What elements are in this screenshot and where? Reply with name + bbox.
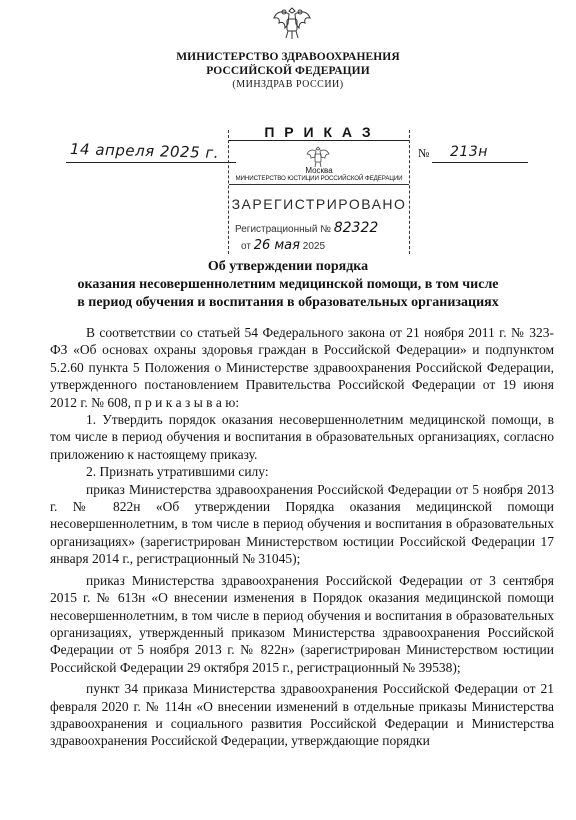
ministry-header xyxy=(0,50,576,92)
number-sign: № xyxy=(418,146,430,160)
number-underline xyxy=(432,162,528,163)
stamp-date: 26 мая xyxy=(253,238,300,253)
coat-of-arms-icon xyxy=(270,2,314,46)
title-line2: оказания несовершеннолетним медицинской помощи, в том числе xyxy=(77,277,499,292)
stamp-date-prefix: от xyxy=(241,241,251,252)
stamp-reg-number: 82322 xyxy=(333,220,379,236)
stamp-reg-label: Регистрационный № xyxy=(235,224,331,235)
document-body xyxy=(50,324,554,750)
stamp-ministry: МИНИСТЕРСТВО ЮСТИЦИИ РОССИЙСКОЙ ФЕДЕРАЦИИ xyxy=(229,175,409,185)
document-title xyxy=(0,258,576,312)
registration-stamp xyxy=(228,124,410,254)
body-paragraph: приказ Министерства здравоохранения Российской Федерации от 5 ноября 2013 г. № 822н «Об утверждении Порядка оказания медицинской помощи несовершеннолетним, в том числе в период обучения и воспитания в образовательных организациях» (зарегистрирован Министерством юстиции Российской Федерации 17 января 2014 г., регистрационный № 31045); xyxy=(50,481,554,567)
ministry-name-line1: МИНИСТЕРСТВО ЗДРАВООХРАНЕНИЯ xyxy=(176,51,400,63)
stamp-city: Москва xyxy=(305,166,333,175)
ministry-name-line2: РОССИЙСКОЙ ФЕДЕРАЦИИ xyxy=(206,65,370,77)
body-paragraph: 2. Признать утратившими силу: xyxy=(86,464,269,480)
body-paragraph: 1. Утвердить порядок оказания несовершеннолетним медицинской помощи, в том числе в период обучения и воспитания в образовательных организациях, согласно приложению к настоящему приказу. xyxy=(50,412,554,462)
stamp-year: 2025 xyxy=(302,241,326,252)
order-word: П Р И К А З xyxy=(229,124,409,140)
body-paragraph: В соответствии со статьей 54 Федерального закона от 21 ноября 2011 г. № 323-ФЗ «Об основах охраны здоровья граждан в Российской Федерации» и подпунктом 5.2.60 пункта 5 Положения о Министерстве здравоохранения Российской Федерации, утвержденного постановлением Правительства Российской Федерации от 19 июня 2012 г. № 608, п р и к а з ы в а ю: xyxy=(50,325,554,410)
body-paragraph: пункт 34 приказа Министерства здравоохранения Российской Федерации от 21 февраля 2020 г. № 114н «О внесении изменений в отдельные приказы Министерства здравоохранения и социального развития Российской Федерации и Министерства здравоохранения Российской Федерации, утверждающие порядки xyxy=(50,681,554,749)
title-line1: Об утверждении порядка xyxy=(207,259,369,274)
order-number: 213н xyxy=(450,144,488,160)
title-line3: в период обучения и воспитания в образовательных организациях xyxy=(77,295,499,310)
ministry-short-name: (МИНЗДРАВ РОССИИ) xyxy=(232,79,344,90)
order-date: 14 апреля 2025 г. xyxy=(69,140,220,162)
stamp-date-row xyxy=(241,238,325,253)
date-underline xyxy=(66,162,236,163)
stamp-registered: ЗАРЕГИСТРИРОВАНО xyxy=(231,196,407,212)
body-paragraph: приказ Министерства здравоохранения Российской Федерации от 3 сентября 2015 г. № 613н «О внесении изменения в Порядок оказания медицинской помощи несовершеннолетним, в том числе в период обучения и воспитания в образовательных организациях, утвержденный приказом Министерства здравоохранения Российской Федерации от 5 ноября 2013 г. № 822н» (зарегистрирован Министерством юстиции Российской Федерации 29 октября 2015 г., регистрационный № 39538); xyxy=(50,572,554,675)
order-word-rule xyxy=(229,140,409,141)
stamp-reg-number-row xyxy=(235,220,378,236)
